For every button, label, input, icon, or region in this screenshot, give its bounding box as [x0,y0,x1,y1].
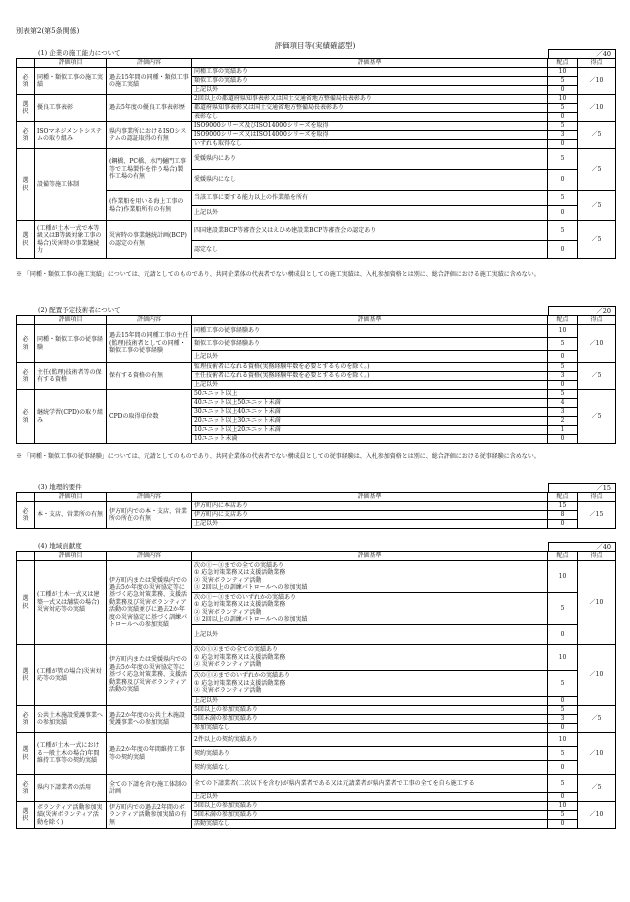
content-cell: 伊方町内または愛媛県内での過去5か年度の災害協定等に基づく応急対策業務、支援活動業務及び災害ボランティア活動の実績並びに過去2か年度の災害協定に基づく訓練パトロールへの参加実績 [107,561,192,645]
criteria-cell: ISO9000シリーズ及びISO14000シリーズを取得 [192,122,548,131]
content-cell: 県内事業所におけるISOシステムの認証取得の有無 [107,122,192,149]
score-cell: ／5 [578,775,616,802]
score-cell: ／5 [578,363,616,390]
category-cell: 必 須 [17,68,35,95]
content-cell: (鋼橋、PC橋、水門樋門工事等で工場製作を伴う場合)製作工場の有無 [107,149,192,191]
col-header-criteria: 評価基準 [192,493,548,502]
score-cell: ／10 [578,645,616,706]
score-cell: ／10 [578,68,616,95]
category-cell: 選 択 [17,802,35,829]
item-cell: 公共土木施設愛護事業への参加実績 [35,706,107,733]
points-cell: 10 [548,68,578,77]
criteria-cell: 愛媛県内にあり [192,149,548,170]
col-header-cat [17,493,35,502]
evaluation-table [16,492,616,529]
criteria-cell: 全ての下請業者(二次以下を含む)が県内業者である又は元請業者が県内業者で工事の全てを自ら施工する [192,775,548,793]
item-cell: (工種が管の場合)災害対応等の実績 [35,645,107,706]
points-cell: 5 [548,338,578,351]
criteria-cell: 類似工事の実績あり [192,77,548,86]
content-cell: 伊方町内または愛媛県内での過去5か年度の災害協定等に基づく応急対策業務、支援活動業務及び災害ボランティア活動の実績 [107,645,192,706]
points-cell: 8 [548,511,578,520]
content-cell: 全ての下請を含む施工体制の計画 [107,775,192,802]
category-cell: 選 択 [17,149,35,221]
score-cell: ／10 [578,325,616,363]
item-cell: ISOマネジメントシステムの取り組み [35,122,107,149]
item-cell: 設備等施工体制 [35,149,107,221]
criteria-cell: 上記以外 [192,697,548,706]
content-cell: 伊方町内での本・支店、営業所の所在の有無 [107,502,192,529]
content-cell: 過去5年度の優良工事表彰歴 [107,95,192,122]
criteria-cell: 上記以外 [192,520,548,529]
criteria-cell: 2回以上の都道府県知事表彰又は国土交通省地方整備局長表彰あり [192,95,548,104]
points-cell: 0 [548,206,578,221]
col-header-points: 配点 [548,59,578,68]
points-cell: 5 [548,363,578,372]
points-cell: 5 [548,671,578,697]
score-cell: ／10 [578,733,616,775]
content-cell: (作業船を用いる海上工事の場合)作業船所有の有無 [107,191,192,221]
points-cell: 0 [548,140,578,149]
category-cell: 選 択 [17,645,35,706]
content-cell: 過去15年間の同種・類似工事の施工実績 [107,68,192,95]
criteria-cell: 契約実績なし [192,761,548,775]
col-header-cat [17,59,35,68]
points-cell: 5 [548,775,578,793]
criteria-cell: 上記以外 [192,206,548,221]
criteria-cell: 20ユニット以上30ユニット未満 [192,417,548,426]
criteria-cell: 同種工事の実績あり [192,68,548,77]
category-cell: 必 須 [17,325,35,363]
col-header-criteria: 評価基準 [192,59,548,68]
criteria-cell: 上記以外 [192,625,548,645]
score-cell: ／5 [578,122,616,149]
points-cell: 5 [548,77,578,86]
section-title: (2) 配置予定技術者について [38,306,121,314]
item-cell: 継続学習(CPD)の取り組み [35,390,107,444]
criteria-cell: 伊方町内に支店あり [192,511,548,520]
points-cell: 15 [548,502,578,511]
criteria-cell: 30ユニット以上40ユニット未満 [192,408,548,417]
criteria-cell: 類似工事の従事経験あり [192,338,548,351]
col-header-score: 得点 [578,552,616,561]
col-header-points: 配点 [548,552,578,561]
section-note: ※ 「同種・類似工事の従事経験」については、元請としてのものであり、共同企業体の代表者でない構成員としての従事経験は、入札参加資格とは別に、総合評価における従事経験に含めない。 [16,453,540,460]
points-cell: 5 [548,747,578,761]
content-cell: 過去15年間の同種工事の主任(監理)技術者としての同種・類似工事の従事経験 [107,325,192,363]
col-header-content: 評価内容 [107,316,192,325]
score-cell: ／10 [578,802,616,829]
points-cell: 0 [548,381,578,390]
points-cell: 10 [548,645,578,671]
section-note: ※ 「同種・類似工事の施工実績」については、元請としてのものであり、共同企業体の代表者でない構成員としての施工実績は、入札参加資格とは別に、総合評価における施工実績に含めない。 [16,271,540,278]
points-cell: 5 [548,122,578,131]
criteria-cell: 同種工事の従事経験あり [192,325,548,338]
points-cell: 0 [548,820,578,829]
points-cell: 0 [548,86,578,95]
criteria-cell: 四国建設業BCP等審査会又はえひめ建設業BCP等審査会の認定あり [192,221,548,241]
item-cell: (工種が土木一式又は建築一式又は舗装の場合)災害対応等の実績 [35,561,107,645]
content-cell: 保有する資格の有無 [107,363,192,390]
criteria-cell: 5回未満の参加実績あり [192,715,548,724]
col-header-criteria: 評価基準 [192,552,548,561]
criteria-cell: 上記以外 [192,793,548,802]
points-cell: 4 [548,399,578,408]
criteria-cell: 10ユニット未満 [192,435,548,444]
content-cell: CPDの取得単位数 [107,390,192,444]
criteria-cell: ISO9000シリーズ又はISO14000シリーズを取得 [192,131,548,140]
score-cell: ／10 [578,561,616,645]
category-cell: 選 択 [17,733,35,775]
points-cell: 0 [548,435,578,444]
criteria-cell: 上記以外 [192,381,548,390]
col-header-content: 評価内容 [107,493,192,502]
points-cell: 0 [548,520,578,529]
points-cell: 10 [548,733,578,747]
evaluation-table [16,551,616,829]
score-cell: ／5 [578,221,616,259]
points-cell: 0 [548,241,578,259]
score-cell: ／5 [578,191,616,221]
points-cell: 2 [548,417,578,426]
score-cell: ／5 [578,149,616,191]
criteria-cell: 伊方町内に本店あり [192,502,548,511]
points-cell: 3 [548,131,578,140]
category-cell: 必 須 [17,706,35,733]
points-cell: 10 [548,802,578,811]
col-header-points: 配点 [548,493,578,502]
category-cell: 選 択 [17,561,35,645]
points-cell: 0 [548,625,578,645]
criteria-cell: 活動実績なし [192,820,548,829]
points-cell: 0 [548,761,578,775]
criteria-cell: 次の①～③までのいずれかの実績あり ① 応急対策業務又は支援活動業務 ② 災害ボランティア活動 ③ 2回以上の訓練パトロールへの参加実績 [192,593,548,625]
col-header-score: 得点 [578,493,616,502]
item-cell: ボランティア活動参加実績(災害ボランティア活動を除く) [35,802,107,829]
section-max-score: ／20 [548,306,616,315]
category-cell: 必 須 [17,390,35,444]
points-cell: 3 [548,715,578,724]
item-cell: (工種が土木一式で本等級又はB等級対象工事の場合)災害時の事業継続力 [35,221,107,259]
points-cell: 10 [548,325,578,338]
points-cell: 5 [548,390,578,399]
col-header-score: 得点 [578,316,616,325]
item-cell: 主任(監理)技術者等の保有する資格 [35,363,107,390]
criteria-cell: 5回以上の参加実績あり [192,802,548,811]
category-cell: 必 須 [17,502,35,529]
section-title: (1) 企業の施工能力について [38,49,121,57]
criteria-cell: 40ユニット以上50ユニット未満 [192,399,548,408]
points-cell: 5 [548,104,578,113]
points-cell: 5 [548,811,578,820]
points-cell: 0 [548,697,578,706]
section-max-score: ／15 [548,483,616,492]
section-title: (3) 地理的要件 [38,483,82,491]
content-cell: 伊方町内での過去2年間のボランティア活動参加実績の有無 [107,802,192,829]
content-cell: 過去2か年度の公共土木施設愛護事業への参加実績 [107,706,192,733]
content-cell: 災害時の事業継続計画(BCP)の認定の有無 [107,221,192,259]
criteria-cell: 表彰なし [192,113,548,122]
item-cell: 同種・類似工事の施工実績 [35,68,107,95]
col-header-content: 評価内容 [107,552,192,561]
category-cell: 選 択 [17,95,35,122]
criteria-cell: 10ユニット以上20ユニット未満 [192,426,548,435]
points-cell: 0 [548,113,578,122]
points-cell: 0 [548,793,578,802]
points-cell: 3 [548,408,578,417]
col-header-criteria: 評価基準 [192,316,548,325]
category-cell: 必 須 [17,775,35,802]
points-cell: 0 [548,724,578,733]
points-cell: 5 [548,706,578,715]
criteria-cell: 次の①②までの全ての実績あり ① 応急対策業務又は支援活動業務 ② 災害ボランティア活動 [192,645,548,671]
criteria-cell: 50ユニット以上 [192,390,548,399]
col-header-content: 評価内容 [107,59,192,68]
category-cell: 必 須 [17,122,35,149]
col-header-item: 評価項目 [35,493,107,502]
criteria-cell: 当該工事に要する能力以上の作業船を所有 [192,191,548,206]
points-cell: 0 [548,351,578,363]
criteria-cell: 5回未満の参加実績あり [192,811,548,820]
criteria-cell: 参加実績なし [192,724,548,733]
col-header-score: 得点 [578,59,616,68]
item-cell: 同種・類似工事の従事経験 [35,325,107,363]
section-max-score: ／40 [548,49,616,58]
col-header-item: 評価項目 [35,552,107,561]
points-cell: 3 [548,372,578,381]
score-cell: ／5 [578,706,616,733]
item-cell: 本・支店、営業所の有無 [35,502,107,529]
evaluation-table [16,58,616,259]
section-max-score: ／40 [548,542,616,551]
category-cell: 必 須 [17,363,35,390]
section-title: (4) 地域貢献度 [38,542,82,550]
points-cell: 5 [548,221,578,241]
col-header-cat [17,552,35,561]
points-cell: 5 [548,191,578,206]
criteria-cell: 次の①②までのいずれかの実績あり ① 応急対策業務又は支援活動業務 ② 災害ボランティア活動 [192,671,548,697]
score-cell: ／5 [578,390,616,444]
criteria-cell: 契約実績あり [192,747,548,761]
criteria-cell: 監理技術者になれる資格(実務経験年数を必要とするものを除く。) [192,363,548,372]
item-cell: (工種が土木一式における一般土木の場合)年間維持工事等の契約実績 [35,733,107,775]
criteria-cell: 都道府県知事表彰又は国土交通省地方整備局長表彰あり [192,104,548,113]
content-cell: 過去2か年度の年間維持工事等の契約実績 [107,733,192,775]
criteria-cell: 上記以外 [192,351,548,363]
criteria-cell: 主任技術者になれる資格(実務経験年数を必要とするものを除く。) [192,372,548,381]
criteria-cell: 認定なし [192,241,548,259]
category-cell: 選 択 [17,221,35,259]
points-cell: 5 [548,593,578,625]
points-cell: 5 [548,149,578,170]
criteria-cell: 上記以外 [192,86,548,95]
document-header: 別表第2(第5条関係) [16,27,80,35]
criteria-cell: いずれも取得なし [192,140,548,149]
page-title: 評価項目等(実績確認型) [274,41,356,50]
col-header-item: 評価項目 [35,316,107,325]
item-cell: 優良工事表彰 [35,95,107,122]
item-cell: 県内下請業者の活用 [35,775,107,802]
criteria-cell: 2件以上の契約実績あり [192,733,548,747]
col-header-cat [17,316,35,325]
points-cell: 10 [548,95,578,104]
points-cell: 0 [548,170,578,191]
criteria-cell: 次の①～③までの全ての実績あり ① 応急対策業務又は支援活動業務 ② 災害ボランティア活動 ③ 2回以上の訓練パトロールへの参加実績 [192,561,548,593]
col-header-points: 配点 [548,316,578,325]
points-cell: 1 [548,426,578,435]
score-cell: ／15 [578,502,616,529]
criteria-cell: 愛媛県内になし [192,170,548,191]
points-cell: 10 [548,561,578,593]
score-cell: ／10 [578,95,616,122]
col-header-item: 評価項目 [35,59,107,68]
evaluation-table [16,315,616,444]
criteria-cell: 5回以上の参加実績あり [192,706,548,715]
